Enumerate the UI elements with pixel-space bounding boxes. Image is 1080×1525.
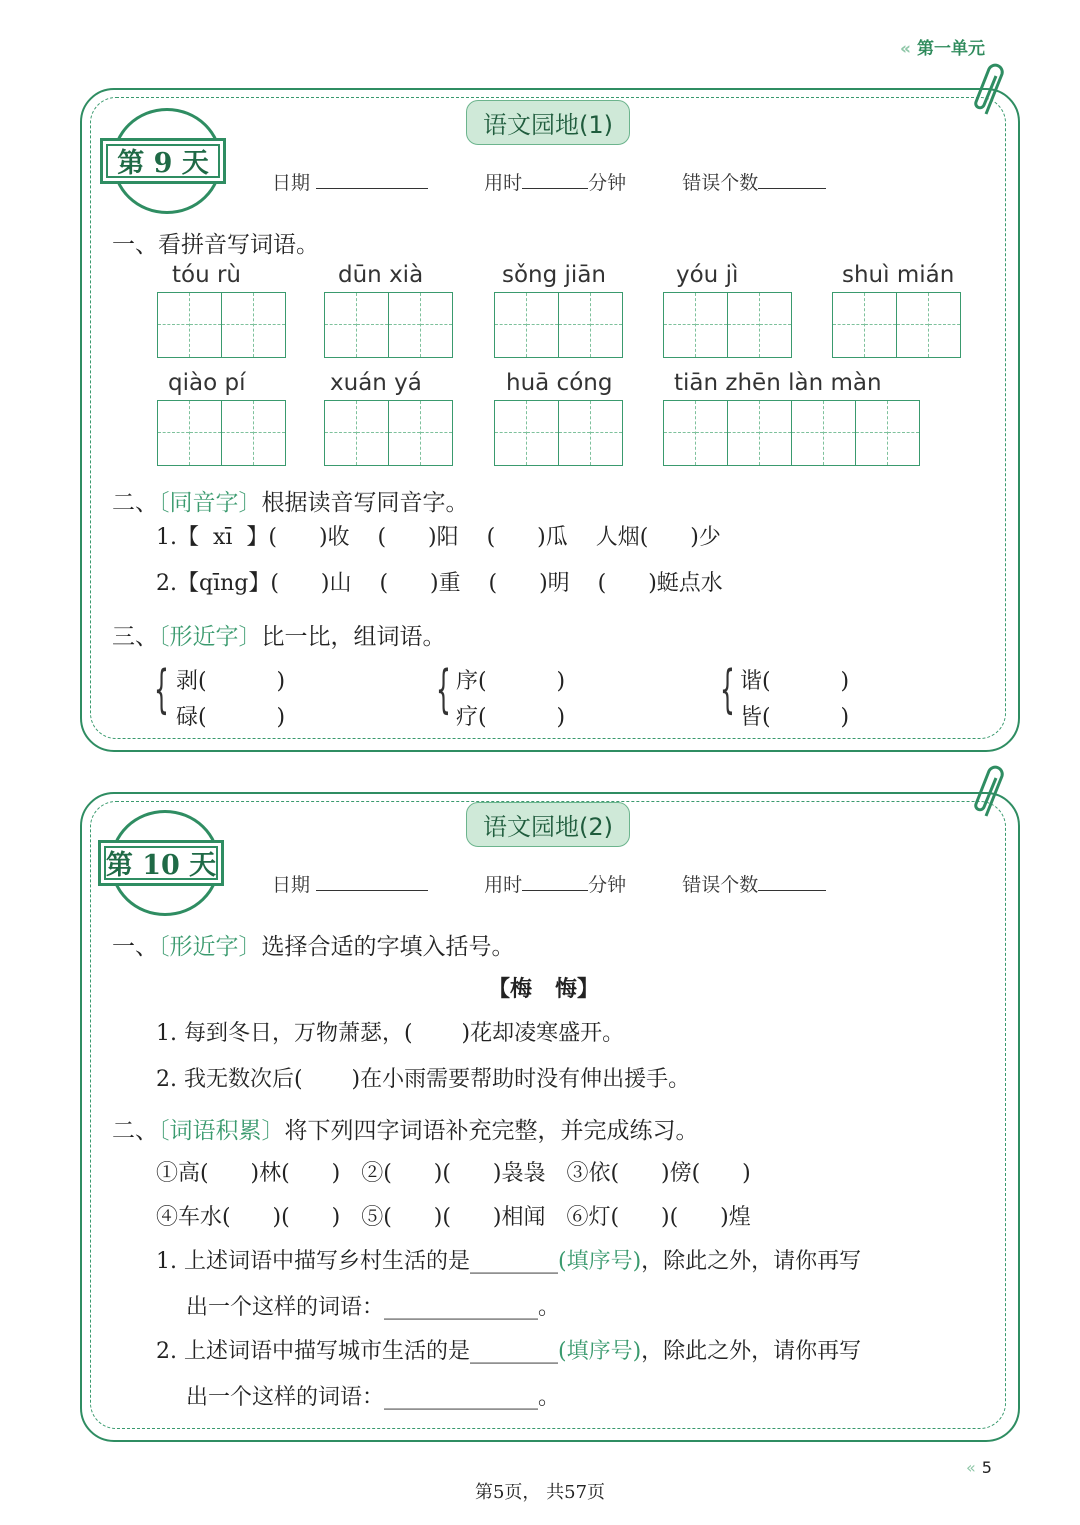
writing-grid[interactable] <box>663 400 920 466</box>
day9-section2-title: 二、〔同音字〕根据读音写同音字。 <box>112 490 469 516</box>
pinyin-label: sǒng jiān <box>502 262 606 288</box>
pinyin-label: shuì mián <box>842 262 955 288</box>
writing-grid[interactable] <box>157 292 286 358</box>
pinyin-label: qiào pí <box>168 370 246 396</box>
section-tag: 〔形近字〕 <box>158 934 262 960</box>
day10-section1-title: 一、〔形近字〕选择合适的字填入括号。 <box>112 934 515 960</box>
question-2: 2. 我无数次后( )在小雨需要帮助时没有伸出援手。 <box>156 1067 691 1092</box>
errors-label: 错误个数 <box>682 172 759 194</box>
idiom-row-1: ①高( )林( ) ②( )( )袅袅 ③依( )傍( ) <box>156 1161 751 1186</box>
day10-section2-title: 二、〔词语积累〕将下列四字词语补充完整，并完成练习。 <box>112 1118 699 1144</box>
compare-char: 疗( ) <box>456 705 566 730</box>
writing-grid[interactable] <box>157 400 286 466</box>
writing-grid[interactable] <box>494 400 623 466</box>
writing-grid[interactable] <box>663 292 792 358</box>
pinyin-label: dūn xià <box>338 262 424 288</box>
page-footer: 第5页， 共57页 <box>474 1482 606 1503</box>
date-blank[interactable] <box>316 872 428 891</box>
writing-grid[interactable] <box>324 292 453 358</box>
compare-char: 碌( ) <box>176 705 286 730</box>
errors-label: 错误个数 <box>682 874 759 896</box>
day10-badge <box>102 810 222 910</box>
writing-grid[interactable] <box>324 400 453 466</box>
exercise-2: 2. 上述词语中描写城市生活的是________(填序号)，除此之外，请你再写 <box>156 1339 862 1364</box>
day9-info-row <box>272 168 826 195</box>
writing-grid[interactable] <box>832 292 961 358</box>
fill-number-hint: (填序号) <box>557 1249 642 1274</box>
pinyin-label: yóu jì <box>676 262 739 288</box>
pinyin-label: huā cóng <box>506 370 613 396</box>
brace-icon: { <box>154 660 169 720</box>
fill-number-hint: (填序号) <box>557 1339 642 1364</box>
paperclip-icon <box>972 764 1012 824</box>
time-blank[interactable] <box>522 872 588 891</box>
date-label: 日期 <box>272 172 311 194</box>
brace-icon: { <box>436 660 451 720</box>
pinyin-label: xuán yá <box>330 370 422 396</box>
errors-blank[interactable] <box>758 170 826 189</box>
day10-badge-text: 第 10 天 <box>105 850 217 881</box>
date-label: 日期 <box>272 874 311 896</box>
day9-badge-text: 第 9 天 <box>117 148 209 179</box>
double-chevron-icon: « <box>966 1458 976 1477</box>
time-label: 用时 <box>484 874 523 896</box>
day10-title: 语文园地(2) <box>466 802 630 847</box>
pinyin-label: tóu rù <box>172 262 242 288</box>
compare-char: 剥( ) <box>176 669 286 694</box>
time-blank[interactable] <box>522 170 588 189</box>
minutes-label: 分钟 <box>588 172 627 194</box>
homophone-line-1: 1.【 xī 】( )收 ( )阳 ( )瓜 人烟( )少 <box>156 525 721 550</box>
day9-badge <box>104 108 224 208</box>
exercise-1: 1. 上述词语中描写乡村生活的是________(填序号)，除此之外，请你再写 <box>156 1249 862 1274</box>
brace-icon: { <box>720 660 735 720</box>
compare-char: 序( ) <box>456 669 566 694</box>
day9-title: 语文园地(1) <box>466 100 630 145</box>
question-1: 1. 每到冬日，万物萧瑟，( )花却凌寒盛开。 <box>156 1021 625 1046</box>
page-corner: « 5 <box>966 1458 992 1477</box>
errors-blank[interactable] <box>758 872 826 891</box>
section-tag: 〔同音字〕 <box>158 490 262 516</box>
unit-header: « 第一单元 <box>900 39 985 59</box>
idiom-row-2: ④车水( )( ) ⑤( )( )相闻 ⑥灯( )( )煌 <box>156 1205 751 1230</box>
section-tag: 〔词语积累〕 <box>158 1118 285 1144</box>
pinyin-label: tiān zhēn làn màn <box>674 370 882 396</box>
date-blank[interactable] <box>316 170 428 189</box>
compare-char: 谐( ) <box>740 669 850 694</box>
paperclip-icon <box>972 62 1012 122</box>
double-chevron-icon: « <box>900 39 911 59</box>
time-label: 用时 <box>484 172 523 194</box>
day10-info-row <box>272 870 826 897</box>
exercise-2-cont: 出一个这样的词语：______________。 <box>186 1385 561 1410</box>
day9-section1-title: 一、看拼音写词语。 <box>112 232 319 258</box>
minutes-label: 分钟 <box>588 874 627 896</box>
day9-section3-title: 三、〔形近字〕比一比，组词语。 <box>112 624 446 650</box>
compare-char: 皆( ) <box>740 705 850 730</box>
choice-chars: 【梅 悔】 <box>488 976 599 1002</box>
exercise-1-cont: 出一个这样的词语：______________。 <box>186 1295 561 1320</box>
section-tag: 〔形近字〕 <box>158 624 262 650</box>
homophone-line-2: 2.【qīng】( )山 ( )重 ( )明 ( )蜓点水 <box>156 571 723 596</box>
writing-grid[interactable] <box>494 292 623 358</box>
